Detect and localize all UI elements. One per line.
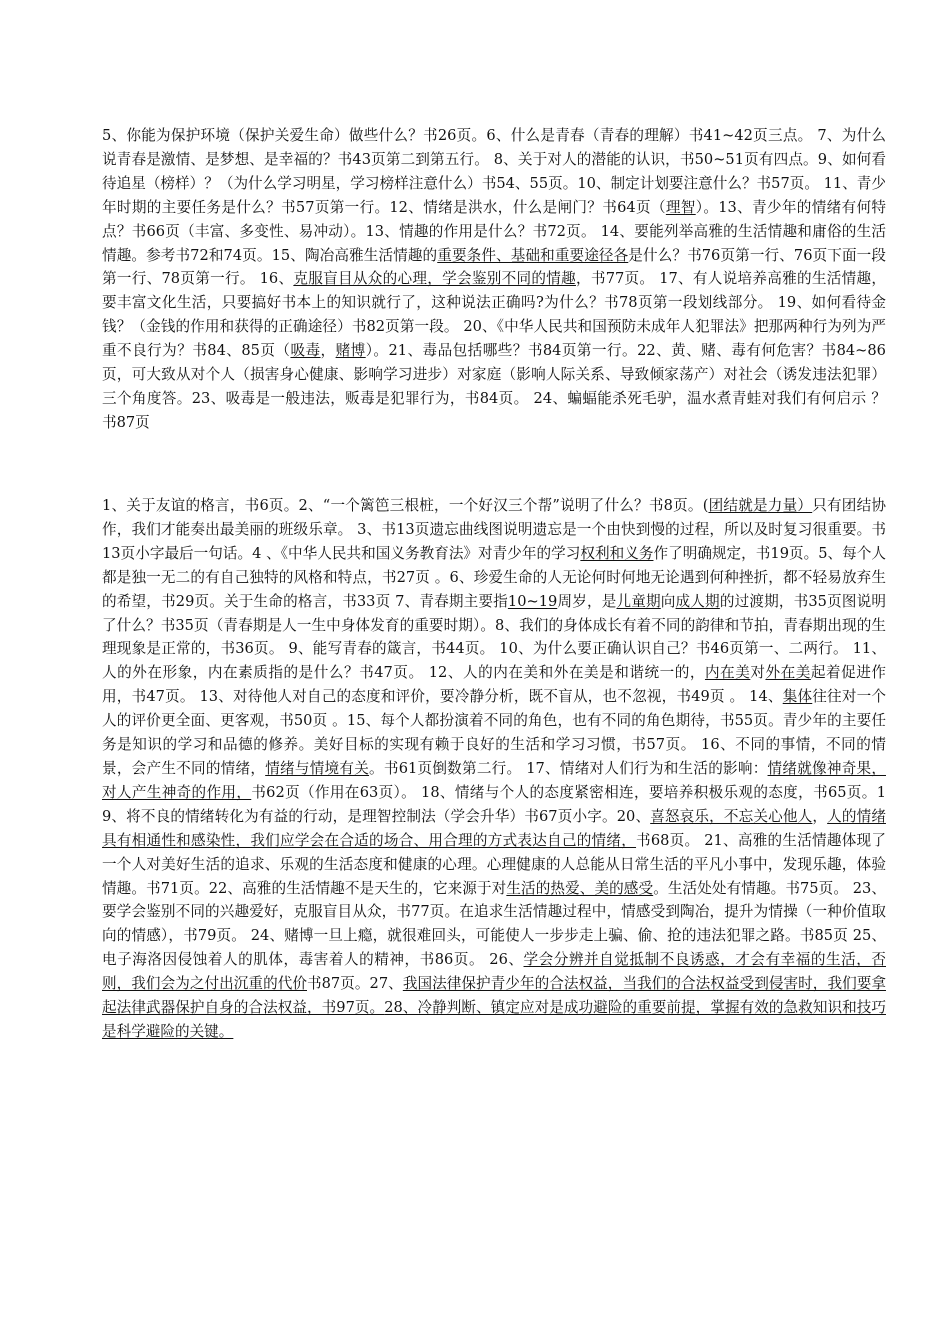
text-segment: 往往对一个人的评价更全面、更客观，书50页 。15、每个人都扮演着不同的角色，也有不同的角色期待，书55页。青少年的主要任务是知识的学习和品德的修养。美好目标的实现有赖于良好的生活和学习习惯，书57页。 16、不同的事情，不同的情景，会产生不同的情绪， xyxy=(102,688,886,777)
underlined-text-segment: 权利和义务 xyxy=(580,544,654,562)
underlined-text-segment: 团结就是力量） xyxy=(708,497,813,514)
underlined-text-segment: 10~19 xyxy=(507,592,558,610)
underlined-text-segment: 情绪与情境有关 xyxy=(265,759,370,777)
text-segment: ）。13、青少年的情绪有何特点？书66页（丰富、多变性、易冲动）。13、情趣的作用是什么？书72页。 14、要能列举高雅的生活情趣和庸俗的生活情趣。参考书72和74页。15、陶冶高雅生活情趣的 xyxy=(102,198,886,264)
text-segment: ，书77页。 17、有人说培养高雅的生活情趣，要丰富文化生活，只要搞好书本上的知识就行了，这种说法正确吗?为什么？书78页第一段划线部分。 19、如何看待金钱？（金钱的作用和获得的正确途径）书82页第一段。 20、《中华人民共和国预防未成年人犯罪法》把那两种行为列为严重不良行为？书84、85页（ xyxy=(102,270,887,360)
text-segment: 作了明确规定，书19页。5、每个人都是独一无二的有自己独特的风格和特点，书27页 。6、珍爱生命的人无论何时何地无论遇到何种挫折，都不轻易放弃生的希望，书29页。关于生命的格言，书33页 7、青春期主要指 xyxy=(102,544,886,610)
text-segment: 。生活处处有情趣。书75页。 23、要学会鉴别不同的兴趣爱好，克服盲目从众，书77页。在追求生活情趣过程中，情感受到陶冶，提升为情操（一种价值取向的情感），书79页。 24、赌博一旦上瘾，就很难回头，可能使人一步步走上骗、偷、抢的违法犯罪之路。书85页 25、电子海洛因侵蚀着人的肌体，毒害着人的精神，书86页。 26、 xyxy=(102,879,886,969)
underlined-text-segment: 吸毒 xyxy=(290,342,321,360)
underlined-text-segment: 喜怒哀乐，不忘关心他人 xyxy=(650,807,813,825)
text-segment: ， xyxy=(320,342,336,360)
underlined-text-segment: 理智 xyxy=(665,198,696,216)
underlined-text-segment: 重要条件、基础和重要途径各 xyxy=(437,246,629,264)
underlined-text-segment: 人的情绪具有相通性和感染性，我们应学会在合适的场合、用合理的方式表达自己的情绪， xyxy=(102,807,886,849)
text-segment: 。书61页倒数第二行。 17、情绪对人们行为和生活的影响： xyxy=(369,759,768,777)
text-segment: 对 xyxy=(750,664,766,682)
text-segment: ）。21、毒品包括哪些？书84页第一行。22、黄、赌、毒有何危害？书84~86页，可大致从对个人（损害身心健康、影响学习进步）对家庭（影响人际关系、导致倾家荡产）对社会（诱发违法犯罪）三个角度答。23、吸毒是一般违法，贩毒是犯罪行为，书84页。 24、蝙蝠能杀死毛驴，温水煮青蛙对我们有何启示 ？ 书87页 xyxy=(102,342,886,431)
paragraph-review-notes-part-2 xyxy=(102,494,886,1044)
text-segment: 书87页。27、 xyxy=(307,975,403,993)
text-segment: 周岁，是 xyxy=(557,592,617,610)
text-segment: 只有团结协作，我们才能奏出最美丽的班级乐章。 3、书13页遗忘曲线图说明遗忘是一个由快到慢的过程，所以及时复习很重要。书13页小字最后一句话。4 、《中华人民共和国义务教育法》对青少年的学习 xyxy=(102,497,886,562)
text-segment: 向 xyxy=(660,592,676,610)
underlined-text-segment: 我国法律保护青少年的合法权益，当我们的合法权益受到侵害时，我们要拿起法律武器保护自身的合法权益，书97页。 xyxy=(102,975,886,1017)
text-segment: ， xyxy=(812,807,828,825)
underlined-text-segment: 集体 xyxy=(782,688,813,706)
text-segment: 1、关于友谊的格言，书6页。2、“一个篱笆三根桩，一个好汉三个帮”说明了什么？书8页。( xyxy=(102,497,709,514)
underlined-text-segment: 赌博 xyxy=(335,342,366,360)
underlined-text-segment: 生活的热爱、美的感受 xyxy=(506,879,654,897)
text-segment: 书62页（作用在63页）。 18、情绪与个人的态度紧密相连，要培养积极乐观的态度，书65页。19、将不良的情绪转化为有益的行动，是理智控制法（学会升华）书67页小字。20、 xyxy=(102,783,886,825)
underlined-text-segment: 儿童期 xyxy=(616,592,661,610)
paragraph-review-notes-part-1 xyxy=(102,124,886,435)
underlined-text-segment: 内在美 xyxy=(704,664,751,682)
text-segment: 的过渡期，书35页图说明了什么？书35页（青春期是人一生中身体发育的重要时期）。8、我们的身体成长有着不同的韵律和节拍，青春期出现的生理现象是正常的，书36页。 9、能写青春的箴言，书44页。 10、为什么要正确认识自己？书46页第一、二两行。 11、人的外在形象，内在素质指的是什么？书47页。 12、人的内在美和外在美是和谐统一的， xyxy=(102,592,886,682)
text-segment: 起着促进作用，书47页。 13、对待他人对自己的态度和评价，要冷静分析，既不盲从，也不忽视，书49页 。 14、 xyxy=(102,664,886,706)
underlined-text-segment: 28、冷静判断、镇定应对是成功避险的重要前提，掌握有效的急救知识和技巧是科学避险的关键。 xyxy=(102,999,886,1040)
underlined-text-segment: 成人期 xyxy=(675,592,720,610)
underlined-text-segment: 克服盲目从众的心理，学会鉴别不同的情趣 xyxy=(293,270,576,288)
text-segment: 是什么？书76页第一行、76页下面一段第一行、78页第一行。 16、 xyxy=(102,246,886,288)
text-segment: 5、你能为保护环境（保护关爱生命）做些什么？书26页。6、什么是青春（青春的理解）书41~42页三点。 7、为什么说青春是激情、是梦想、是幸福的？书43页第二到第五行。 8、关于对人的潜能的认识，书50~51页有四点。9、如何看待追星（榜样）？（为什么学习明星，学习榜样注意什么）书54、55页。10、制定计划要注意什么？书57页。 11、青少年时期的主要任务是什么？书57页第一行。12、情绪是洪水，什么是闸门？书64页（ xyxy=(102,127,886,216)
underlined-text-segment: 情绪就像神奇果，对人产生神奇的作用， xyxy=(102,759,886,801)
underlined-text-segment: 外在美 xyxy=(765,664,811,682)
text-segment: 书68页。 21、高雅的生活情趣体现了一个人对美好生活的追求、乐观的生活态度和健康的心理。心理健康的人总能从日常生活的平凡小事中，发现乐趣，体验情趣。书71页。22、高雅的生活情趣不是天生的，它来源于对 xyxy=(102,831,886,897)
underlined-text-segment: 学会分辨并自觉抵制不良诱惑，才会有幸福的生活，否则，我们会为之付出沉重的代价 xyxy=(102,951,886,993)
